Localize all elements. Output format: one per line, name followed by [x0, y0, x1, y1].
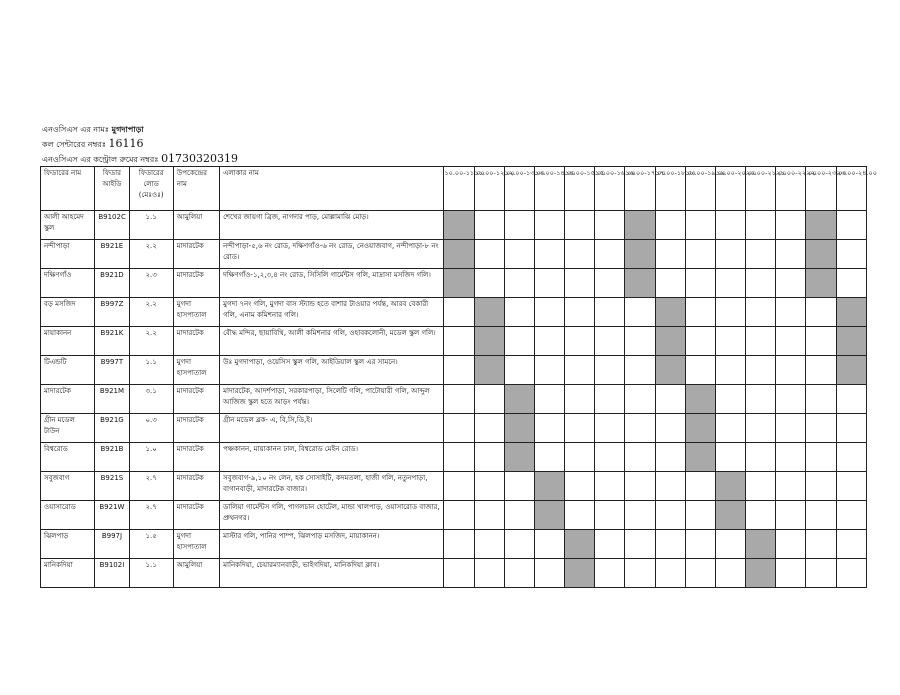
- col-time-slot: ১৮.০০-১৯.০০: [685, 167, 715, 211]
- outage-slot-cell: [806, 269, 836, 298]
- outage-slot-cell: [806, 240, 836, 269]
- slot-cell: [534, 327, 564, 356]
- ns-name-line: [42, 123, 238, 137]
- slot-cell: [655, 559, 685, 588]
- feeder-load-cell: ১.১: [129, 559, 173, 588]
- col-substation: উপকেন্দ্রের নাম: [173, 167, 219, 211]
- substation-cell: আমুলিয়া: [173, 559, 219, 588]
- outage-slot-cell: [655, 356, 685, 385]
- slot-cell: [655, 414, 685, 443]
- outage-slot-cell: [715, 501, 745, 530]
- slot-cell: [625, 472, 655, 501]
- slot-cell: [746, 298, 776, 327]
- feeder-id-cell: B9102I: [95, 559, 129, 588]
- slot-cell: [836, 269, 866, 298]
- slot-cell: [534, 559, 564, 588]
- slot-cell: [655, 530, 685, 559]
- slot-cell: [595, 559, 625, 588]
- slot-cell: [595, 414, 625, 443]
- feeder-id-cell: B997T: [95, 356, 129, 385]
- slot-cell: [836, 559, 866, 588]
- table-row: [41, 211, 867, 240]
- slot-cell: [565, 385, 595, 414]
- slot-cell: [776, 443, 806, 472]
- feeder-id-cell: B997Z: [95, 298, 129, 327]
- slot-cell: [655, 443, 685, 472]
- slot-cell: [504, 530, 534, 559]
- slot-cell: [474, 472, 504, 501]
- substation-cell: মুগদা হাসপাতাল: [173, 530, 219, 559]
- substation-cell: আমুলিয়া: [173, 211, 219, 240]
- slot-cell: [474, 443, 504, 472]
- slot-cell: [595, 472, 625, 501]
- col-load: ফিডারের লোড (মেঃওঃ): [129, 167, 173, 211]
- slot-cell: [655, 501, 685, 530]
- slot-cell: [595, 530, 625, 559]
- area-cell: মানিকদিয়া, চেয়ারম্যানবাড়ী, ভাইগদিয়া, মানিকদিয়া ক্লাব।: [220, 559, 444, 588]
- slot-cell: [565, 327, 595, 356]
- slot-cell: [746, 472, 776, 501]
- outage-slot-cell: [444, 211, 474, 240]
- ns-name-label: এনওসিএস এর নামঃ: [42, 125, 110, 134]
- slot-cell: [806, 298, 836, 327]
- slot-cell: [444, 414, 474, 443]
- feeder-name-cell: সবুজবাগ: [41, 472, 95, 501]
- slot-cell: [534, 269, 564, 298]
- outage-slot-cell: [444, 240, 474, 269]
- slot-cell: [776, 472, 806, 501]
- slot-cell: [685, 356, 715, 385]
- table-row: [41, 385, 867, 414]
- slot-cell: [565, 211, 595, 240]
- slot-cell: [746, 327, 776, 356]
- outage-slot-cell: [655, 298, 685, 327]
- feeder-name-cell: বিশ্বরোড: [41, 443, 95, 472]
- slot-cell: [685, 472, 715, 501]
- slot-cell: [685, 530, 715, 559]
- slot-cell: [625, 414, 655, 443]
- substation-cell: মাদারটেক: [173, 414, 219, 443]
- slot-cell: [685, 211, 715, 240]
- outage-slot-cell: [565, 530, 595, 559]
- slot-cell: [685, 240, 715, 269]
- slot-cell: [474, 269, 504, 298]
- slot-cell: [504, 298, 534, 327]
- feeder-name-cell: নন্দীপাড়া: [41, 240, 95, 269]
- col-time-slot: ২২.০০-২৩.০০: [806, 167, 836, 211]
- area-cell: গ্রীন মডেল ব্লক- এ, বি,সি,ডি,ই।: [220, 414, 444, 443]
- slot-cell: [474, 240, 504, 269]
- slot-cell: [625, 443, 655, 472]
- feeder-id-cell: B997J: [95, 530, 129, 559]
- feeder-name-cell: ওয়াসারোড: [41, 501, 95, 530]
- slot-cell: [504, 472, 534, 501]
- feeder-load-cell: ০.৩: [129, 414, 173, 443]
- feeder-name-cell: গ্রীন মডেল টাউন: [41, 414, 95, 443]
- slot-cell: [534, 414, 564, 443]
- area-cell: মাস্টার গলি, পানির পাম্প, ঝিলপাড় মসজিদ, মায়াকানন।: [220, 530, 444, 559]
- slot-cell: [746, 414, 776, 443]
- feeder-name-cell: আলী আহমেদ স্কুল: [41, 211, 95, 240]
- slot-cell: [565, 472, 595, 501]
- slot-cell: [776, 414, 806, 443]
- col-time-slot: ১৩.০০-১৪.০০: [534, 167, 564, 211]
- slot-cell: [715, 327, 745, 356]
- slot-cell: [595, 356, 625, 385]
- slot-cell: [746, 211, 776, 240]
- slot-cell: [776, 385, 806, 414]
- outage-slot-cell: [836, 298, 866, 327]
- slot-cell: [715, 240, 745, 269]
- slot-cell: [776, 356, 806, 385]
- feeder-name-cell: মায়াকানন: [41, 327, 95, 356]
- substation-cell: মাদারটেক: [173, 472, 219, 501]
- feeder-load-cell: ১.১: [129, 356, 173, 385]
- feeder-name-cell: মাদারটেক: [41, 385, 95, 414]
- slot-cell: [444, 356, 474, 385]
- feeder-id-cell: B921W: [95, 501, 129, 530]
- col-time-slot: ১৬.০০-১৭.০০: [625, 167, 655, 211]
- table-row: [41, 530, 867, 559]
- feeder-id-cell: B921K: [95, 327, 129, 356]
- load-shedding-table: [40, 166, 877, 588]
- area-cell: শেখের জায়গা ব্রিজ, নাগদার পাড়, মোল্লামাঝি মোড়।: [220, 211, 444, 240]
- feeder-id-cell: B921G: [95, 414, 129, 443]
- feeder-id-cell: B921D: [95, 269, 129, 298]
- outage-slot-cell: [715, 472, 745, 501]
- slot-cell: [474, 211, 504, 240]
- area-cell: দক্ষিণগাঁও-১,২,৩,৪ নং রোড, সিসিলি গার্মেন্টস গলি, মাদ্রাসা মসজিদ গলি।: [220, 269, 444, 298]
- slot-cell: [444, 385, 474, 414]
- slot-cell: [806, 501, 836, 530]
- outage-slot-cell: [836, 327, 866, 356]
- feeder-load-cell: ৩.১: [129, 385, 173, 414]
- outage-slot-cell: [534, 501, 564, 530]
- slot-cell: [806, 530, 836, 559]
- table-row: [41, 356, 867, 385]
- slot-cell: [836, 385, 866, 414]
- slot-cell: [534, 298, 564, 327]
- outage-slot-cell: [685, 414, 715, 443]
- slot-cell: [685, 559, 715, 588]
- slot-cell: [565, 356, 595, 385]
- table-header-row: [41, 167, 867, 211]
- slot-cell: [474, 530, 504, 559]
- area-cell: বৌদ্ধ মন্দির, ছায়াবিথি, আলী কমিশনার গলি, ওহাবকলোনী, মডেল স্কুল গলি।: [220, 327, 444, 356]
- slot-cell: [806, 472, 836, 501]
- slot-cell: [655, 211, 685, 240]
- feeder-name-cell: দক্ষিণগাঁও: [41, 269, 95, 298]
- slot-cell: [504, 501, 534, 530]
- slot-cell: [776, 327, 806, 356]
- outage-slot-cell: [444, 269, 474, 298]
- feeder-load-cell: ১.১: [129, 211, 173, 240]
- slot-cell: [625, 501, 655, 530]
- slot-cell: [565, 240, 595, 269]
- feeder-name-cell: ঝিলপাড়: [41, 530, 95, 559]
- slot-cell: [746, 269, 776, 298]
- outage-slot-cell: [534, 472, 564, 501]
- outage-slot-cell: [685, 443, 715, 472]
- slot-cell: [504, 240, 534, 269]
- feeder-id-cell: B921E: [95, 240, 129, 269]
- slot-cell: [595, 298, 625, 327]
- slot-cell: [836, 530, 866, 559]
- slot-cell: [715, 356, 745, 385]
- slot-cell: [534, 356, 564, 385]
- slot-cell: [504, 356, 534, 385]
- feeder-load-cell: ২.৭: [129, 501, 173, 530]
- table-row: [41, 501, 867, 530]
- slot-cell: [625, 385, 655, 414]
- document-header: [42, 123, 238, 167]
- slot-cell: [504, 559, 534, 588]
- slot-cell: [534, 240, 564, 269]
- slot-cell: [444, 327, 474, 356]
- slot-cell: [685, 298, 715, 327]
- outage-slot-cell: [746, 559, 776, 588]
- slot-cell: [715, 211, 745, 240]
- call-center-label: কল সেন্টারের নম্বরঃ: [42, 140, 106, 149]
- slot-cell: [685, 269, 715, 298]
- col-time-slot: ২১.০০-২২.০০: [776, 167, 806, 211]
- slot-cell: [685, 501, 715, 530]
- outage-slot-cell: [474, 298, 504, 327]
- slot-cell: [806, 327, 836, 356]
- slot-cell: [444, 501, 474, 530]
- slot-cell: [776, 240, 806, 269]
- outage-slot-cell: [685, 385, 715, 414]
- slot-cell: [625, 559, 655, 588]
- slot-cell: [836, 240, 866, 269]
- slot-cell: [806, 385, 836, 414]
- slot-cell: [806, 414, 836, 443]
- slot-cell: [444, 472, 474, 501]
- feeder-load-cell: ২.২: [129, 298, 173, 327]
- slot-cell: [565, 298, 595, 327]
- table-row: [41, 240, 867, 269]
- area-cell: সবুজবাগ-৯,১০ নং লেন, হক সোসাইটি, কদমতলা, হাজী গলি, নতুনপাড়া, বাগানবাড়ী, মাদারটেক বাজার।: [220, 472, 444, 501]
- area-cell: মাদারটেক, আদর্শপাড়া, সরকারপাড়া, সিলেটি গলি, পাটোয়ারী গলি, আব্দুল আজিজ স্কুল হতে আড়ং পর্যন্ত।: [220, 385, 444, 414]
- outage-slot-cell: [504, 385, 534, 414]
- area-cell: নন্দীপাড়া-৫,৬ নং রোড, দক্ষিণগাঁও-৬ নং রোড, নেওয়াজবাগ, নন্দীপাড়া-৮ নং রোড।: [220, 240, 444, 269]
- substation-cell: মাদারটেক: [173, 385, 219, 414]
- control-room-label: এনওসিএস এর কন্ট্রোল রুমের নম্বরঃ: [42, 155, 159, 164]
- slot-cell: [836, 211, 866, 240]
- slot-cell: [595, 327, 625, 356]
- feeder-load-cell: ২.২: [129, 240, 173, 269]
- slot-cell: [474, 414, 504, 443]
- slot-cell: [776, 559, 806, 588]
- outage-slot-cell: [565, 559, 595, 588]
- slot-cell: [595, 443, 625, 472]
- feeder-name-cell: বড় মসজিদ: [41, 298, 95, 327]
- call-center-value: 16116: [108, 137, 144, 150]
- feeder-id-cell: B921S: [95, 472, 129, 501]
- feeder-id-cell: B921B: [95, 443, 129, 472]
- outage-slot-cell: [474, 327, 504, 356]
- call-center-line: [42, 137, 238, 152]
- slot-cell: [444, 443, 474, 472]
- col-time-slot: ২০.০০-২১.০০: [746, 167, 776, 211]
- slot-cell: [534, 385, 564, 414]
- control-room-line: [42, 152, 238, 167]
- table-row: [41, 472, 867, 501]
- slot-cell: [746, 443, 776, 472]
- table-row: [41, 559, 867, 588]
- substation-cell: মাদারটেক: [173, 501, 219, 530]
- slot-cell: [534, 530, 564, 559]
- table-row: [41, 269, 867, 298]
- table-row: [41, 327, 867, 356]
- slot-cell: [565, 501, 595, 530]
- outage-slot-cell: [474, 356, 504, 385]
- slot-cell: [746, 385, 776, 414]
- substation-cell: মুগদা হাসপাতাল: [173, 298, 219, 327]
- slot-cell: [655, 472, 685, 501]
- slot-cell: [746, 240, 776, 269]
- table-body: [41, 211, 867, 588]
- slot-cell: [836, 414, 866, 443]
- area-cell: পঞ্চকানন, মায়াকানন ঢাল, বিশ্বরোড মেইন রোড।: [220, 443, 444, 472]
- slot-cell: [746, 501, 776, 530]
- substation-cell: মাদারটেক: [173, 443, 219, 472]
- col-time-slot: ১৫.০০-১৬.০০: [595, 167, 625, 211]
- col-area: এলাকার নাম: [220, 167, 444, 211]
- col-time-slot: ২৩.০০-২৪.০০: [836, 167, 866, 211]
- slot-cell: [625, 327, 655, 356]
- substation-cell: মাদারটেক: [173, 240, 219, 269]
- slot-cell: [595, 211, 625, 240]
- slot-cell: [534, 443, 564, 472]
- slot-cell: [595, 240, 625, 269]
- area-cell: উঃ মুগদাপাড়া, ওয়েসিস স্কুল গলি, আইডিয়াল স্কুল এর সামনে।: [220, 356, 444, 385]
- outage-slot-cell: [836, 356, 866, 385]
- slot-cell: [474, 559, 504, 588]
- slot-cell: [444, 298, 474, 327]
- slot-cell: [715, 298, 745, 327]
- slot-cell: [715, 530, 745, 559]
- slot-cell: [655, 269, 685, 298]
- slot-cell: [625, 530, 655, 559]
- control-room-value: 01730320319: [161, 152, 239, 165]
- outage-slot-cell: [504, 443, 534, 472]
- substation-cell: মাদারটেক: [173, 269, 219, 298]
- slot-cell: [776, 269, 806, 298]
- feeder-name-cell: মানিকদিয়া: [41, 559, 95, 588]
- slot-cell: [715, 443, 745, 472]
- col-feeder-id: ফিডার আইডি: [95, 167, 129, 211]
- substation-cell: মাদারটেক: [173, 327, 219, 356]
- col-time-slot: ১২.০০-১৩.০০: [504, 167, 534, 211]
- slot-cell: [655, 240, 685, 269]
- outage-slot-cell: [625, 269, 655, 298]
- col-feeder-name: ফিডারের নাম: [41, 167, 95, 211]
- area-cell: মুগদা ৭নং গলি, মুগদা বাস স্ট্যান্ড হতে বাশার টাওয়ার পর্যন্ত, আরব বেকারী গলি, এনাম কমিশনার গলি।: [220, 298, 444, 327]
- ns-name-value: মুগদাপাড়া: [111, 125, 144, 134]
- slot-cell: [595, 501, 625, 530]
- slot-cell: [565, 414, 595, 443]
- substation-cell: মুগদা হাসপাতাল: [173, 356, 219, 385]
- slot-cell: [595, 269, 625, 298]
- slot-cell: [595, 385, 625, 414]
- col-time-slot: ১৭.০০-১৮.০০: [655, 167, 685, 211]
- slot-cell: [776, 530, 806, 559]
- slot-cell: [685, 327, 715, 356]
- area-cell: ডালিয়া গার্মেন্টস গলি, পাগলচান হোটেল, মান্ডা খালপাড়, ওয়াসারোড বাজার, প্রুথনগর।: [220, 501, 444, 530]
- slot-cell: [565, 443, 595, 472]
- feeder-load-cell: ২.২: [129, 327, 173, 356]
- feeder-id-cell: B921M: [95, 385, 129, 414]
- feeder-load-cell: ১.০: [129, 443, 173, 472]
- feeder-load-cell: ২.৭: [129, 472, 173, 501]
- col-time-slot: ১৪.০০-১৫.০০: [565, 167, 595, 211]
- col-time-slot: ১০.০০-১১.০০: [444, 167, 474, 211]
- slot-cell: [565, 269, 595, 298]
- feeder-load-cell: ২.৩: [129, 269, 173, 298]
- slot-cell: [504, 327, 534, 356]
- slot-cell: [504, 211, 534, 240]
- outage-slot-cell: [504, 414, 534, 443]
- slot-cell: [715, 385, 745, 414]
- outage-slot-cell: [655, 327, 685, 356]
- table-row: [41, 298, 867, 327]
- table-row: [41, 443, 867, 472]
- slot-cell: [836, 501, 866, 530]
- slot-cell: [534, 211, 564, 240]
- slot-cell: [836, 443, 866, 472]
- slot-cell: [746, 356, 776, 385]
- slot-cell: [504, 269, 534, 298]
- slot-cell: [776, 211, 806, 240]
- slot-cell: [776, 501, 806, 530]
- slot-cell: [836, 472, 866, 501]
- slot-cell: [715, 269, 745, 298]
- col-time-slot: ১১.০০-১২.০০: [474, 167, 504, 211]
- slot-cell: [625, 298, 655, 327]
- table-row: [41, 414, 867, 443]
- slot-cell: [474, 385, 504, 414]
- slot-cell: [776, 298, 806, 327]
- slot-cell: [806, 356, 836, 385]
- slot-cell: [444, 530, 474, 559]
- outage-slot-cell: [806, 211, 836, 240]
- slot-cell: [715, 559, 745, 588]
- col-time-slot: ১৯.০০-২০.০০: [715, 167, 745, 211]
- outage-slot-cell: [625, 211, 655, 240]
- slot-cell: [715, 414, 745, 443]
- slot-cell: [806, 443, 836, 472]
- outage-slot-cell: [625, 240, 655, 269]
- slot-cell: [655, 385, 685, 414]
- feeder-id-cell: B9102C: [95, 211, 129, 240]
- slot-cell: [806, 559, 836, 588]
- slot-cell: [474, 501, 504, 530]
- feeder-name-cell: টিএন্ডটি: [41, 356, 95, 385]
- feeder-load-cell: ১.৫: [129, 530, 173, 559]
- slot-cell: [444, 559, 474, 588]
- slot-cell: [625, 356, 655, 385]
- outage-slot-cell: [746, 530, 776, 559]
